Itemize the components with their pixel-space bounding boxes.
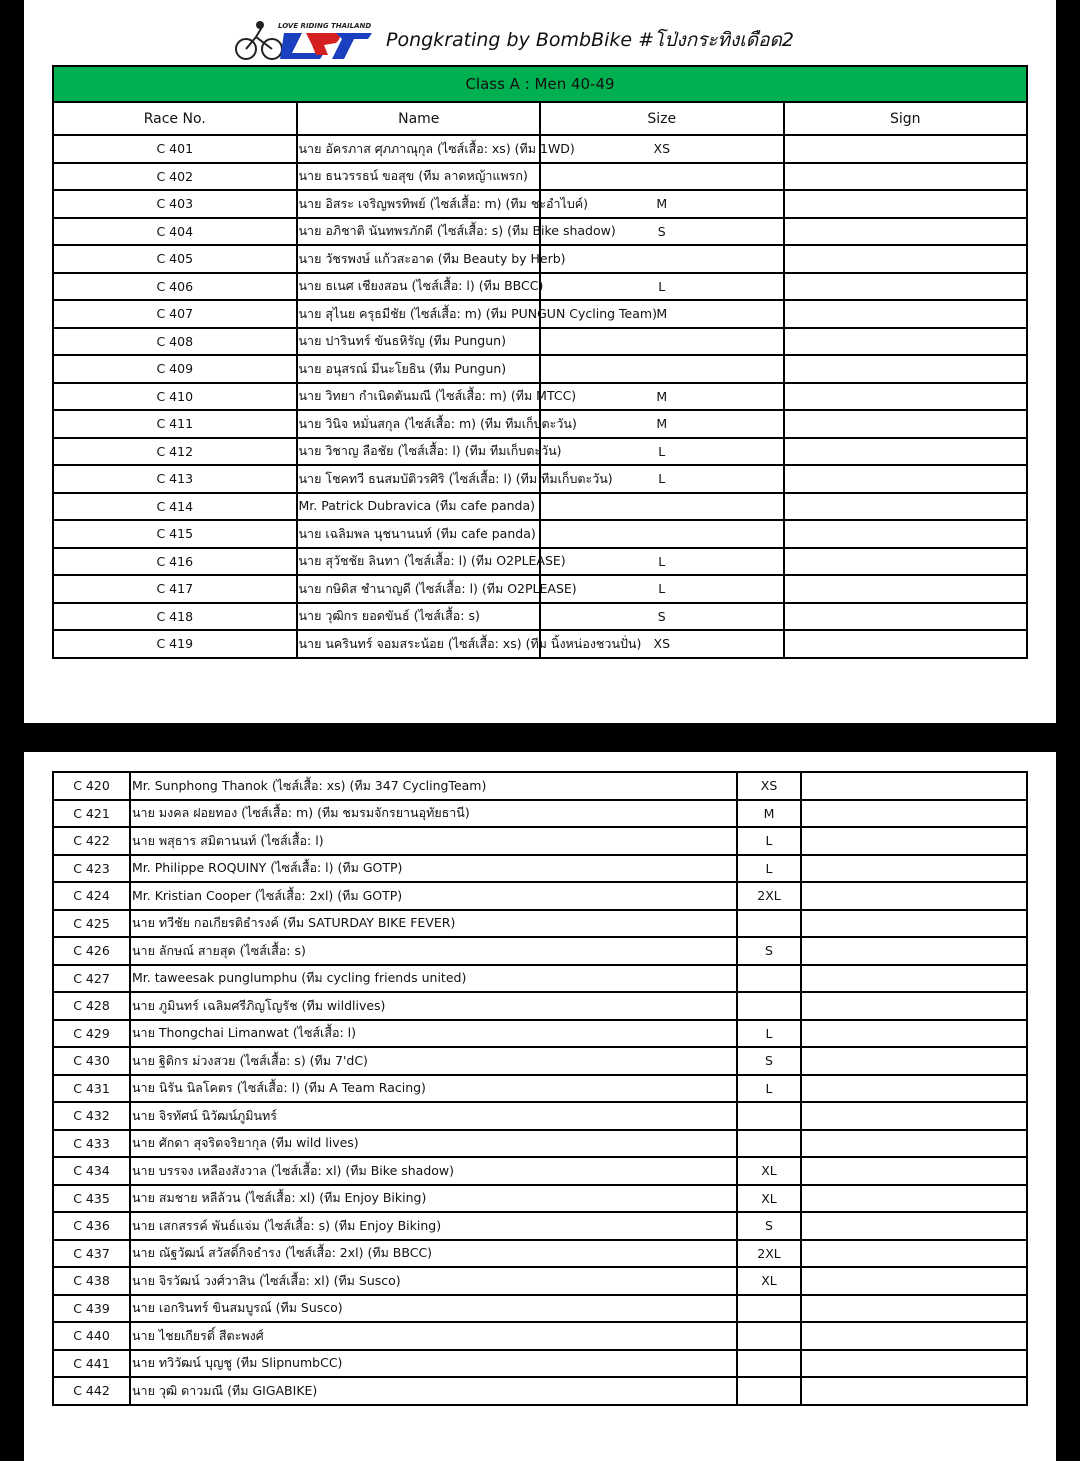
table-row [53, 1322, 1027, 1350]
race-number: C 416 [53, 548, 297, 576]
sign-cell [784, 163, 1028, 191]
sign-cell [801, 855, 1027, 883]
race-number: C 413 [53, 465, 297, 493]
sign-cell [784, 300, 1028, 328]
participant-name: นาย วินิจ หมั่นสกุล (ไซส์เสื้อ: m) (ทีม ทีมเก็บตะวัน) [297, 410, 541, 438]
table-row [53, 1377, 1027, 1405]
sign-cell [784, 355, 1028, 383]
race-number: C 431 [53, 1075, 130, 1103]
document-title: Pongkrating by BombBike #โป่งกระทิงเดือด2 [386, 29, 794, 51]
sign-cell [784, 135, 1028, 163]
shirt-size [540, 328, 784, 356]
race-number: C 430 [53, 1047, 130, 1075]
shirt-size [540, 493, 784, 521]
sign-cell [784, 410, 1028, 438]
sign-cell [801, 992, 1027, 1020]
table-header-row [53, 102, 1027, 135]
document-page-1 [24, 0, 1056, 723]
shirt-size: XS [737, 772, 801, 800]
table-row [53, 1267, 1027, 1295]
race-number: C 417 [53, 575, 297, 603]
table-row [53, 882, 1027, 910]
sign-cell [801, 1047, 1027, 1075]
shirt-size: M [540, 190, 784, 218]
race-number: C 405 [53, 245, 297, 273]
shirt-size: L [540, 465, 784, 493]
participant-name: นาย บรรจง เหลืองสังวาล (ไซส์เสื้อ: xl) (ทีม Bike shadow) [130, 1157, 737, 1185]
table-row [53, 135, 1027, 163]
sign-cell [784, 548, 1028, 576]
shirt-size [737, 1130, 801, 1158]
shirt-size [737, 1377, 801, 1405]
shirt-size [737, 1102, 801, 1130]
sign-cell [784, 438, 1028, 466]
participant-name: นาย ฐิติกร ม่วงสวย (ไซส์เสื้อ: s) (ทีม 7'dC) [130, 1047, 737, 1075]
participant-name: นาย โชคทวี ธนสมบัติวรศิริ (ไซส์เสื้อ: l) (ทีม ทีมเก็บตะวัน) [297, 465, 541, 493]
race-number: C 432 [53, 1102, 130, 1130]
shirt-size: XL [737, 1157, 801, 1185]
column-header-sign: Sign [784, 102, 1028, 135]
participant-name: นาย Thongchai Limanwat (ไซส์เสื้อ: l) [130, 1020, 737, 1048]
shirt-size [540, 245, 784, 273]
shirt-size: S [737, 1047, 801, 1075]
table-row [53, 630, 1027, 658]
sign-cell [784, 603, 1028, 631]
shirt-size [540, 520, 784, 548]
participant-name: นาย ธนวรรธน์ ขอสุข (ทีม ลาดหญ้าแพรก) [297, 163, 541, 191]
table-row [53, 410, 1027, 438]
race-number: C 434 [53, 1157, 130, 1185]
participant-name: Mr. Patrick Dubravica (ทีม cafe panda) [297, 493, 541, 521]
shirt-size: L [737, 827, 801, 855]
participant-name: นาย อัครภาส ศุภภาณุกุล (ไซส์เสื้อ: xs) (ทีม 1WD) [297, 135, 541, 163]
sign-cell [784, 245, 1028, 273]
race-number: C 442 [53, 1377, 130, 1405]
table-row [53, 355, 1027, 383]
shirt-size: XL [737, 1185, 801, 1213]
shirt-size [737, 1295, 801, 1323]
participant-name: นาย อิสระ เจริญพรทิพย์ (ไซส์เสื้อ: m) (ทีม ชะอำไบค์) [297, 190, 541, 218]
race-number: C 426 [53, 937, 130, 965]
participant-name: นาย ปารินทร์ ขันธหิรัญ (ทีม Pungun) [297, 328, 541, 356]
participant-name: นาย ไชยเกียรติ์ สีตะพงศ์ [130, 1322, 737, 1350]
table-row [53, 855, 1027, 883]
shirt-size: M [540, 300, 784, 328]
table-row [53, 800, 1027, 828]
table-row [53, 190, 1027, 218]
participant-name: Mr. Philippe ROQUINY (ไซส์เสื้อ: l) (ทีม GOTP) [130, 855, 737, 883]
table-row [53, 163, 1027, 191]
shirt-size: S [540, 603, 784, 631]
race-number: C 436 [53, 1212, 130, 1240]
table-row [53, 1185, 1027, 1213]
shirt-size: 2XL [737, 1240, 801, 1268]
sign-cell [801, 772, 1027, 800]
table-row [53, 328, 1027, 356]
race-number: C 408 [53, 328, 297, 356]
svg-text:LOVE RIDING THAILAND: LOVE RIDING THAILAND [278, 22, 372, 30]
sign-cell [784, 383, 1028, 411]
race-number: C 406 [53, 273, 297, 301]
table-row [53, 493, 1027, 521]
participant-name: นาย วิทยา กำเนิดตันมณี (ไซส์เสื้อ: m) (ทีม MTCC) [297, 383, 541, 411]
sign-cell [801, 1267, 1027, 1295]
race-number: C 437 [53, 1240, 130, 1268]
race-number: C 439 [53, 1295, 130, 1323]
race-number: C 401 [53, 135, 297, 163]
race-number: C 425 [53, 910, 130, 938]
race-number: C 404 [53, 218, 297, 246]
document-page-2 [24, 752, 1056, 1461]
table-row [53, 575, 1027, 603]
table-row [53, 772, 1027, 800]
race-number: C 441 [53, 1350, 130, 1378]
sign-cell [801, 1212, 1027, 1240]
sign-cell [801, 1102, 1027, 1130]
shirt-size [540, 355, 784, 383]
table-row [53, 827, 1027, 855]
race-number: C 424 [53, 882, 130, 910]
participant-name: นาย อภิชาติ นันทพรภักดี (ไซส์เสื้อ: s) (ทีม Bike shadow) [297, 218, 541, 246]
table-row [53, 937, 1027, 965]
sign-cell [801, 1157, 1027, 1185]
race-number: C 415 [53, 520, 297, 548]
participant-name: นาย ศักดา สุจริตจริยากุล (ทีม wild lives) [130, 1130, 737, 1158]
table-row [53, 1212, 1027, 1240]
table-row [53, 1047, 1027, 1075]
sign-cell [784, 218, 1028, 246]
table-row [53, 1075, 1027, 1103]
lrt-logo-icon [232, 19, 374, 61]
sign-cell [801, 965, 1027, 993]
column-header-race-no: Race No. [53, 102, 297, 135]
race-number: C 409 [53, 355, 297, 383]
race-number: C 438 [53, 1267, 130, 1295]
race-number: C 435 [53, 1185, 130, 1213]
shirt-size [737, 992, 801, 1020]
sign-cell [801, 1377, 1027, 1405]
shirt-size: XL [737, 1267, 801, 1295]
sign-cell [801, 827, 1027, 855]
shirt-size [540, 163, 784, 191]
participant-name: นาย พสุธาร สมิตานนท์ (ไซส์เสื้อ: l) [130, 827, 737, 855]
race-number: C 433 [53, 1130, 130, 1158]
participant-name: นาย ลักษณ์ สายสุด (ไซส์เสื้อ: s) [130, 937, 737, 965]
table-row [53, 992, 1027, 1020]
sign-cell [784, 575, 1028, 603]
table-row [53, 245, 1027, 273]
class-title: Class A : Men 40-49 [53, 66, 1027, 102]
table-row [53, 300, 1027, 328]
participant-name: นาย วุฒิ ดาวมณี (ทีม GIGABIKE) [130, 1377, 737, 1405]
shirt-size: L [737, 1020, 801, 1048]
sign-cell [784, 328, 1028, 356]
shirt-size: S [737, 937, 801, 965]
participant-name: นาย ทวิวัฒน์ บุญชู (ทีม SlipnumbCC) [130, 1350, 737, 1378]
shirt-size: L [737, 855, 801, 883]
shirt-size: XS [540, 135, 784, 163]
shirt-size: L [540, 273, 784, 301]
participant-name: นาย สุวัชชัย ลินทา (ไซส์เสื้อ: l) (ทีม O2PLEASE) [297, 548, 541, 576]
participant-name: นาย เสกสรรค์ พันธ์แจ่ม (ไซส์เสื้อ: s) (ทีม Enjoy Biking) [130, 1212, 737, 1240]
race-number: C 411 [53, 410, 297, 438]
race-number: C 418 [53, 603, 297, 631]
shirt-size: M [540, 410, 784, 438]
table-row [53, 1102, 1027, 1130]
shirt-size: XS [540, 630, 784, 658]
table-row [53, 438, 1027, 466]
participant-name: นาย กษิดิส ชำนาญดี (ไซส์เสื้อ: l) (ทีม O2PLEASE) [297, 575, 541, 603]
participant-name: นาย สมชาย หลีล้วน (ไซส์เสื้อ: xl) (ทีม Enjoy Biking) [130, 1185, 737, 1213]
race-number: C 423 [53, 855, 130, 883]
race-number: C 421 [53, 800, 130, 828]
race-number: C 402 [53, 163, 297, 191]
participant-name: นาย นิรัน นิลโคตร (ไซส์เสื้อ: l) (ทีม A Team Racing) [130, 1075, 737, 1103]
sign-cell [801, 910, 1027, 938]
sign-cell [784, 190, 1028, 218]
race-number: C 412 [53, 438, 297, 466]
table-row [53, 1130, 1027, 1158]
participant-name: นาย จิรวัฒน์ วงศ์วาสิน (ไซส์เสื้อ: xl) (ทีม Susco) [130, 1267, 737, 1295]
shirt-size [737, 1322, 801, 1350]
table-row [53, 1350, 1027, 1378]
column-header-name: Name [297, 102, 541, 135]
participant-name: นาย มงคล ฝอยทอง (ไซส์เสื้อ: m) (ทีม ชมรมจักรยานอุทัยธานี) [130, 800, 737, 828]
participant-name: Mr. Sunphong Thanok (ไซส์เสื้อ: xs) (ทีม 347 CyclingTeam) [130, 772, 737, 800]
sign-cell [801, 1295, 1027, 1323]
race-number: C 410 [53, 383, 297, 411]
sign-cell [784, 630, 1028, 658]
shirt-size: L [540, 438, 784, 466]
participant-name: Mr. taweesak punglumphu (ทีม cycling friends united) [130, 965, 737, 993]
sign-cell [801, 1322, 1027, 1350]
sign-cell [801, 937, 1027, 965]
sign-cell [801, 1185, 1027, 1213]
shirt-size: M [737, 800, 801, 828]
shirt-size [737, 965, 801, 993]
table-row [53, 383, 1027, 411]
participant-name: นาย วัชรพงษ์ แก้วสะอาด (ทีม Beauty by Herb) [297, 245, 541, 273]
race-number: C 429 [53, 1020, 130, 1048]
participant-name: นาย วิชาญ ลือชัย (ไซส์เสื้อ: l) (ทีม ทีมเก็บตะวัน) [297, 438, 541, 466]
sign-cell [801, 1240, 1027, 1268]
shirt-size: S [737, 1212, 801, 1240]
sign-cell [801, 1350, 1027, 1378]
table-row [53, 603, 1027, 631]
race-number: C 419 [53, 630, 297, 658]
participant-name: Mr. Kristian Cooper (ไซส์เสื้อ: 2xl) (ทีม GOTP) [130, 882, 737, 910]
race-number: C 428 [53, 992, 130, 1020]
participant-name: นาย ภูมินทร์ เฉลิมศรีภิญโญรัช (ทีม wildlives) [130, 992, 737, 1020]
race-number: C 407 [53, 300, 297, 328]
participant-name: นาย ธเนศ เชียงสอน (ไซส์เสื้อ: l) (ทีม BBCC) [297, 273, 541, 301]
table-row [53, 273, 1027, 301]
race-number: C 440 [53, 1322, 130, 1350]
participant-name: นาย อนุสรณ์ มีนะโยธิน (ทีม Pungun) [297, 355, 541, 383]
participant-name: นาย ทวีชัย กอเกียรติธำรงค์ (ทีม SATURDAY BIKE FEVER) [130, 910, 737, 938]
table-row [53, 1295, 1027, 1323]
shirt-size: S [540, 218, 784, 246]
shirt-size: L [540, 548, 784, 576]
document-header [232, 18, 794, 62]
sign-cell [801, 1130, 1027, 1158]
table-row [53, 218, 1027, 246]
sign-cell [801, 800, 1027, 828]
shirt-size: 2XL [737, 882, 801, 910]
sign-cell [801, 1020, 1027, 1048]
table-row [53, 1020, 1027, 1048]
race-number: C 420 [53, 772, 130, 800]
participant-name: นาย วุฒิกร ยอดขันธ์ (ไซส์เสื้อ: s) [297, 603, 541, 631]
sign-cell [784, 273, 1028, 301]
table-row [53, 465, 1027, 493]
shirt-size: L [540, 575, 784, 603]
race-number: C 427 [53, 965, 130, 993]
shirt-size [737, 910, 801, 938]
sign-cell [784, 520, 1028, 548]
sign-cell [801, 1075, 1027, 1103]
table-row [53, 520, 1027, 548]
participant-name: นาย นครินทร์ จอมสระน้อย (ไซส์เสื้อ: xs) (ทีม นิ้งหน่องชวนปั่น) [297, 630, 541, 658]
table-row [53, 910, 1027, 938]
race-table-page-1 [52, 65, 1028, 659]
column-header-size: Size [540, 102, 784, 135]
participant-name: นาย เอกรินทร์ ขินสมบูรณ์ (ทีม Susco) [130, 1295, 737, 1323]
table-row [53, 1240, 1027, 1268]
race-number: C 414 [53, 493, 297, 521]
participant-name: นาย เฉลิมพล นุชนานนท์ (ทีม cafe panda) [297, 520, 541, 548]
participant-name: นาย ณัฐวัฒน์ สวัสดิ์กิจธำรง (ไซส์เสื้อ: 2xl) (ทีม BBCC) [130, 1240, 737, 1268]
table-row [53, 548, 1027, 576]
sign-cell [801, 882, 1027, 910]
race-number: C 403 [53, 190, 297, 218]
table-row [53, 1157, 1027, 1185]
sign-cell [784, 493, 1028, 521]
participant-name: นาย จิรทัศน์ นิวัฒน์ภูมินทร์ [130, 1102, 737, 1130]
table-row [53, 965, 1027, 993]
race-table-page-2 [52, 771, 1028, 1406]
shirt-size: M [540, 383, 784, 411]
sign-cell [784, 465, 1028, 493]
shirt-size: L [737, 1075, 801, 1103]
participant-name: นาย สุไนย ครุธมีชัย (ไซส์เสื้อ: m) (ทีม PUNGUN Cycling Team) [297, 300, 541, 328]
shirt-size [737, 1350, 801, 1378]
race-number: C 422 [53, 827, 130, 855]
